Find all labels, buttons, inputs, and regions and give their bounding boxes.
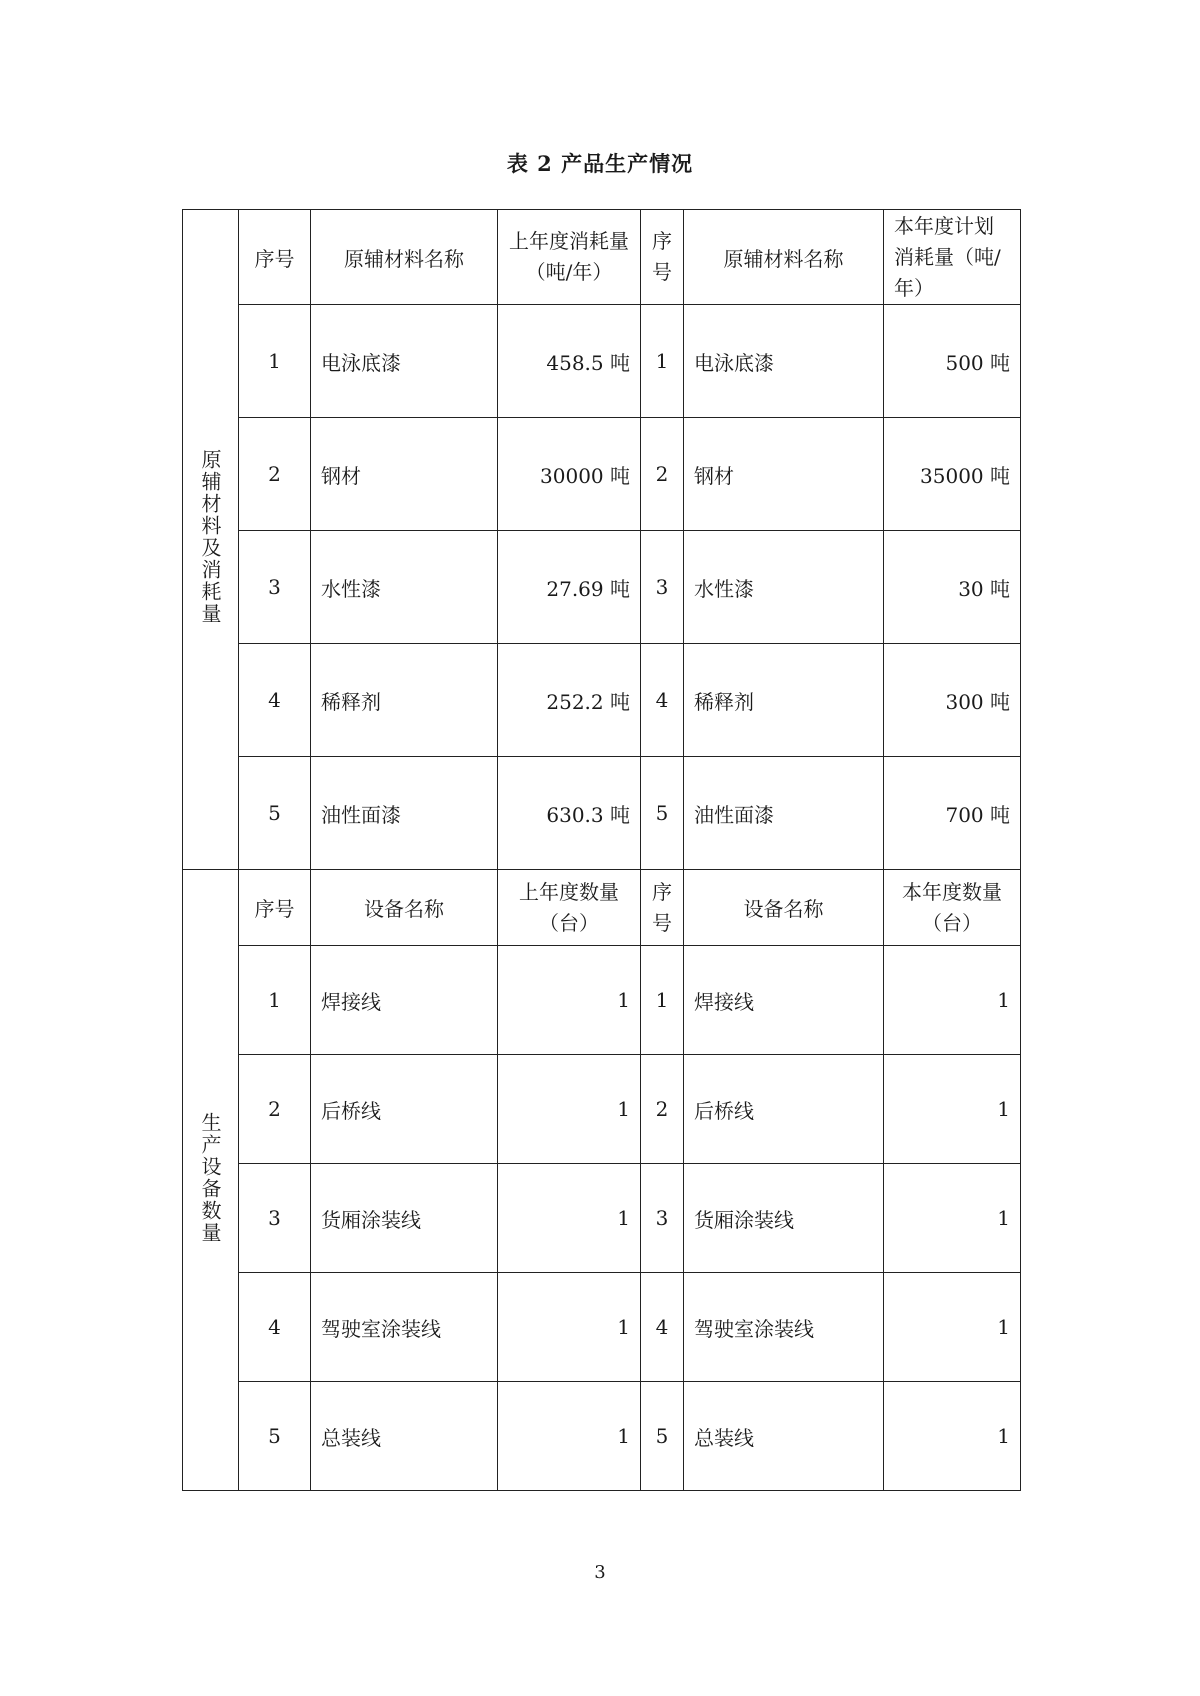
material-name-cell-2: 水性漆	[684, 531, 884, 644]
equipment-name-cell-2: 驾驶室涂装线	[684, 1273, 884, 1382]
header-last-year-consumption: 上年度消耗量（吨/年）	[498, 210, 641, 305]
equipment-name-cell-2: 总装线	[684, 1382, 884, 1491]
seq-cell: 4	[239, 644, 311, 757]
materials-header-row	[183, 210, 1021, 305]
materials-section-label: 原辅材料及消耗量	[183, 210, 239, 870]
equipment-name-cell: 焊接线	[311, 946, 498, 1055]
last-year-cell: 27.69 吨	[498, 531, 641, 644]
table-row	[183, 1273, 1021, 1382]
equipment-name-cell: 总装线	[311, 1382, 498, 1491]
seq-cell-2: 5	[641, 757, 684, 870]
last-year-cell: 1	[498, 1164, 641, 1273]
last-year-cell: 458.5 吨	[498, 305, 641, 418]
plan-cell: 300 吨	[884, 644, 1021, 757]
seq-cell: 5	[239, 757, 311, 870]
material-name-cell: 电泳底漆	[311, 305, 498, 418]
plan-cell: 35000 吨	[884, 418, 1021, 531]
material-name-cell-2: 钢材	[684, 418, 884, 531]
last-year-cell: 252.2 吨	[498, 644, 641, 757]
table-row	[183, 305, 1021, 418]
material-name-cell: 水性漆	[311, 531, 498, 644]
material-name-cell: 钢材	[311, 418, 498, 531]
last-year-cell: 1	[498, 1055, 641, 1164]
seq-cell: 1	[239, 305, 311, 418]
header-seq-2: 序号	[641, 210, 684, 305]
header-equipment-name: 设备名称	[311, 870, 498, 946]
seq-cell-2: 4	[641, 1273, 684, 1382]
table-title: 表 2 产品生产情况	[506, 151, 694, 176]
seq-cell-2: 2	[641, 418, 684, 531]
seq-cell: 5	[239, 1382, 311, 1491]
equipment-name-cell-2: 后桥线	[684, 1055, 884, 1164]
plan-cell: 700 吨	[884, 757, 1021, 870]
table-row	[183, 531, 1021, 644]
equipment-name-cell-2: 焊接线	[684, 946, 884, 1055]
equipment-section-label: 生产设备数量	[183, 870, 239, 1491]
table-row	[183, 1164, 1021, 1273]
page-number: 3	[594, 1562, 606, 1583]
plan-cell: 1	[884, 1382, 1021, 1491]
header-this-year-count: 本年度数量（台）	[884, 870, 1021, 946]
table-row	[183, 418, 1021, 531]
material-name-cell: 油性面漆	[311, 757, 498, 870]
seq-cell: 2	[239, 418, 311, 531]
equipment-name-cell: 驾驶室涂装线	[311, 1273, 498, 1382]
seq-cell-2: 4	[641, 644, 684, 757]
equipment-name-cell: 货厢涂装线	[311, 1164, 498, 1273]
seq-cell-2: 1	[641, 946, 684, 1055]
seq-cell-2: 2	[641, 1055, 684, 1164]
table-row	[183, 946, 1021, 1055]
production-table	[182, 209, 1021, 1491]
seq-cell-2: 3	[641, 1164, 684, 1273]
seq-cell-2: 1	[641, 305, 684, 418]
last-year-cell: 630.3 吨	[498, 757, 641, 870]
last-year-cell: 30000 吨	[498, 418, 641, 531]
plan-cell: 1	[884, 1055, 1021, 1164]
header-seq-2: 序号	[641, 870, 684, 946]
equipment-name-cell-2: 货厢涂装线	[684, 1164, 884, 1273]
equipment-name-cell: 后桥线	[311, 1055, 498, 1164]
header-equipment-name-2: 设备名称	[684, 870, 884, 946]
header-last-year-count: 上年度数量（台）	[498, 870, 641, 946]
table-row	[183, 1382, 1021, 1491]
material-name-cell-2: 电泳底漆	[684, 305, 884, 418]
seq-cell: 4	[239, 1273, 311, 1382]
plan-cell: 30 吨	[884, 531, 1021, 644]
header-material-name-2: 原辅材料名称	[684, 210, 884, 305]
seq-cell-2: 5	[641, 1382, 684, 1491]
seq-cell: 3	[239, 1164, 311, 1273]
header-seq: 序号	[239, 870, 311, 946]
plan-cell: 1	[884, 1164, 1021, 1273]
plan-cell: 1	[884, 946, 1021, 1055]
material-name-cell-2: 油性面漆	[684, 757, 884, 870]
header-material-name: 原辅材料名称	[311, 210, 498, 305]
table-row	[183, 757, 1021, 870]
table-row	[183, 644, 1021, 757]
last-year-cell: 1	[498, 1382, 641, 1491]
last-year-cell: 1	[498, 1273, 641, 1382]
seq-cell: 1	[239, 946, 311, 1055]
seq-cell: 2	[239, 1055, 311, 1164]
last-year-cell: 1	[498, 946, 641, 1055]
seq-cell-2: 3	[641, 531, 684, 644]
material-name-cell: 稀释剂	[311, 644, 498, 757]
material-name-cell-2: 稀释剂	[684, 644, 884, 757]
plan-cell: 1	[884, 1273, 1021, 1382]
table-row	[183, 1055, 1021, 1164]
plan-cell: 500 吨	[884, 305, 1021, 418]
header-this-year-plan: 本年度计划消耗量（吨/年）	[884, 210, 1021, 305]
seq-cell: 3	[239, 531, 311, 644]
equipment-header-row	[183, 870, 1021, 946]
header-seq: 序号	[239, 210, 311, 305]
